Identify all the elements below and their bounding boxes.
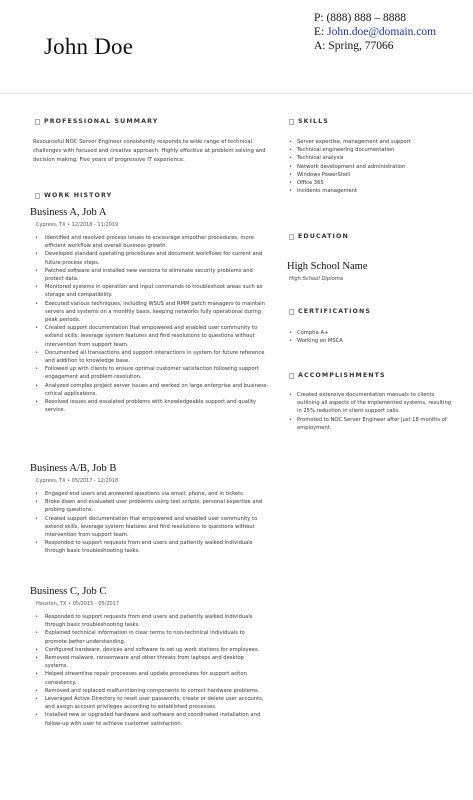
list-item: • Created extensive documentation manuals to clients outlining all aspects of the implemented systems, resulting in 25% reduction in client support calls. (287, 391, 455, 416)
list-item: • Removed malware, ransomware and other threats from laptops and desktop systems. (33, 654, 265, 670)
summary-heading (35, 118, 158, 125)
list-item: • Broke down and evaluated user problems using test scripts, personal expertise and probing questions. (33, 498, 265, 514)
work-history-heading (35, 192, 112, 199)
contact-email-line (314, 25, 436, 39)
list-item: • Removed and replaced malfunctioning components to correct hardware problems. (33, 687, 265, 695)
list-item: • Installed new or upgraded hardware and software and coordinated installation and follow-up with user to achieve customer satisfaction. (33, 711, 265, 727)
list-item: • Technical analysis (287, 154, 459, 162)
education-heading (289, 233, 349, 240)
list-item: • Network development and administration (287, 163, 459, 171)
list-item: • Explained technical information in clear terms to non-technical individuals to promote better understanding. (33, 629, 265, 645)
list-item: • Monitored systems in operation and input commands to troubleshoot areas such as storage and compatibility. (33, 283, 273, 299)
list-item: • Comptia A+ (287, 329, 459, 337)
job-meta: Houston, TX • 05/2015 - 05/2017 (36, 601, 120, 607)
list-item: • Engaged end users and answered questions via email, phone, and in tickets. (33, 490, 265, 498)
list-item: • Helped streamline repair processes and update procedures for support action consistency. (33, 670, 265, 686)
list-item: • Promoted to NOC Server Engineer after just 18 months of employment. (287, 416, 455, 432)
list-item: • Identified and resolved process issues to encourage smoother procedures, more efficient workflow and overall business growth. (33, 234, 273, 250)
section-square-icon (35, 119, 40, 125)
list-item: • Resolved issues and escalated problems with knowledgeable support and quality service. (33, 398, 273, 414)
contact-email-link[interactable]: John.doe@domain.com (327, 26, 437, 38)
list-item: • Executed various techniques, including WSUS and RMM patch managers to maintain servers and systems on a monthly basis, keeping networks fully operational during peak periods. (33, 300, 273, 325)
certifications-heading (289, 308, 371, 315)
summary-heading-label: PROFESSIONAL SUMMARY (44, 118, 159, 125)
skills-heading-label: SKILLS (298, 118, 329, 125)
certifications-heading-label: CERTIFICATIONS (298, 308, 371, 315)
accomplishments-heading-label: ACCOMPLISHMENTS (298, 372, 386, 379)
accomplishments-heading (289, 372, 386, 379)
list-item: • Responded to support requests from end users and patiently walked individuals through basic troubleshooting tasks. (33, 613, 265, 629)
list-item: • Incidents management (287, 187, 459, 195)
list-item: • Created support documentation that empowered and enabled user community to extend skills, leverage system features and find resolutions to questions without intervention from support team. (33, 515, 265, 540)
degree-name: High School Diploma (289, 276, 344, 282)
education-heading-label: EDUCATION (298, 233, 349, 240)
list-item: • Windows PowerShell (287, 171, 459, 179)
skills-heading (289, 118, 329, 125)
header-divider (0, 93, 473, 94)
list-item: • Configured hardware, devices and software to set up work stations for employees. (33, 646, 265, 654)
job-b-bullets (33, 490, 265, 556)
job-meta: Cypress, TX • 12/2018 - 11/2019 (36, 222, 119, 228)
list-item: • Created support documentation that empowered and enabled user community to extend skills, leverage system features and find resolutions to questions without intervention from support team. (33, 324, 273, 349)
job-title: Business A, Job A (30, 207, 107, 218)
candidate-name: John Doe (44, 34, 134, 59)
job-title: Business A/B, Job B (30, 463, 117, 474)
list-item: • Analyzed complex project server issues and worked on large enterprise and business-critical applications. (33, 382, 273, 398)
contact-block (314, 11, 436, 53)
list-item: • Technical engineering documentation (287, 146, 459, 154)
job-title: Business C, Job C (30, 586, 107, 597)
school-name: High School Name (287, 261, 368, 272)
list-item: • Working on MSCA (287, 337, 459, 345)
section-square-icon (289, 119, 294, 125)
accomplishments-list (287, 391, 455, 432)
contact-address: A: Spring, 77066 (314, 40, 394, 52)
certifications-list (287, 329, 459, 345)
list-item: • Patched software and installed new versions to eliminate security problems and protect data. (33, 267, 273, 283)
contact-phone: P: (888) 888 – 8888 (314, 12, 406, 24)
list-item: • Documented all transactions and support interactions in system for future reference and addition to knowledge base. (33, 349, 273, 365)
job-a-bullets (33, 234, 273, 414)
job-c-bullets (33, 613, 265, 728)
list-item: • Responded to support requests from end users and patiently walked individuals through basic troubleshooting tasks. (33, 539, 265, 555)
contact-email-prefix: E: (314, 26, 328, 38)
list-item: • Followed up with clients to ensure optimal customer satisfaction following support engagement and problem resolution. (33, 365, 273, 381)
job-meta: Cypress, TX • 05/2017 - 12/2018 (36, 478, 119, 484)
skills-list (287, 138, 459, 195)
list-item: • Developed standard operating procedures and document workflows for current and future process steps. (33, 250, 273, 266)
section-square-icon (289, 234, 294, 240)
list-item: • Leveraged Active Directory to reset user passwords, create or delete user accounts, and assign account privileges according to established processes. (33, 695, 265, 711)
section-square-icon (35, 193, 40, 199)
section-square-icon (289, 309, 294, 315)
section-square-icon (289, 373, 294, 379)
list-item: • Office 365 (287, 179, 459, 187)
work-history-heading-label: WORK HISTORY (44, 192, 113, 199)
list-item: • Server expertise, management and support (287, 138, 459, 146)
summary-text: Resourceful NOC Server Engineer consistently responds to wide range of technical challenges with focused and creative approach. Highly effective at problem solving and decision making. Five years of progressive IT experience. (33, 139, 266, 163)
